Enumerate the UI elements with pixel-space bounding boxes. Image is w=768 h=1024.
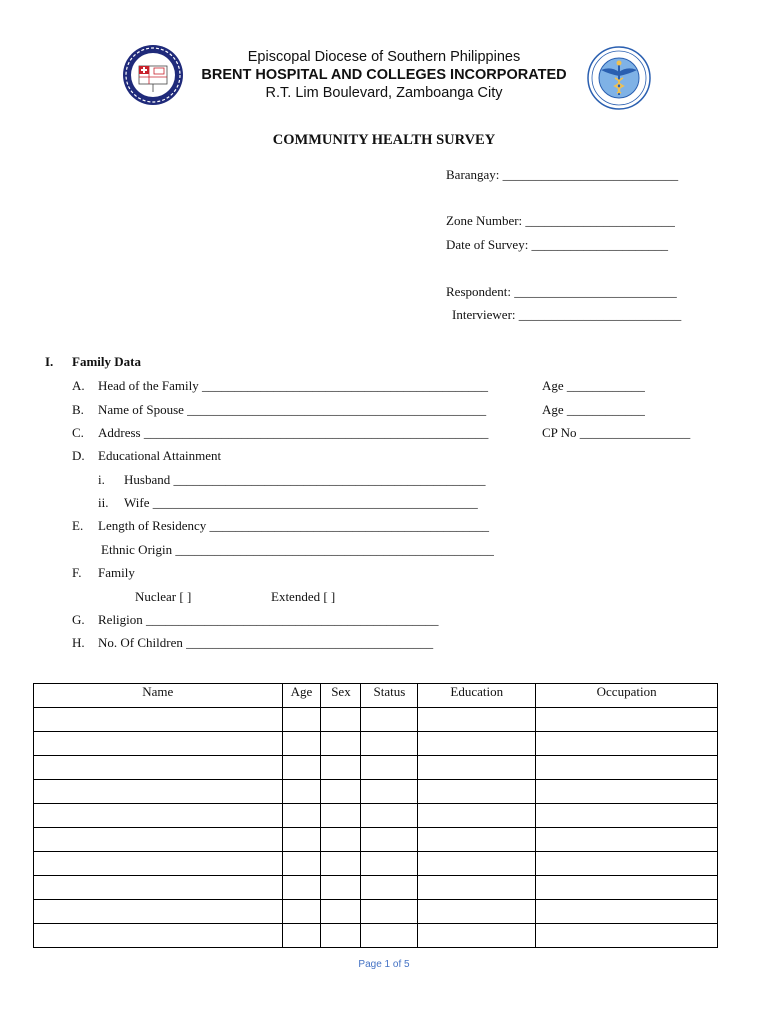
sub-item-number: i.	[98, 472, 105, 487]
diocese-name: Episcopal Diocese of Southern Philippines	[247, 49, 521, 65]
item-letter: F.	[72, 565, 82, 580]
cell-status[interactable]	[361, 924, 418, 948]
cell-age[interactable]	[282, 780, 321, 804]
cell-occupation[interactable]	[536, 732, 718, 756]
item-letter: C.	[72, 425, 84, 440]
cell-education[interactable]	[418, 732, 536, 756]
cell-education[interactable]	[418, 708, 536, 732]
cell-education[interactable]	[418, 780, 536, 804]
wife-education-field[interactable]: Wife __________________________________________________	[124, 495, 478, 510]
cp-number-field[interactable]: CP No _________________	[542, 425, 691, 440]
religion-field[interactable]: Religion _____________________________________________	[98, 612, 439, 627]
cell-name[interactable]	[34, 780, 283, 804]
cell-education[interactable]	[418, 828, 536, 852]
cell-name[interactable]	[34, 756, 283, 780]
cell-age[interactable]	[282, 732, 321, 756]
cell-name[interactable]	[34, 732, 283, 756]
section-heading: Family Data	[72, 354, 141, 369]
cell-sex[interactable]	[321, 876, 361, 900]
hospital-name: BRENT HOSPITAL AND COLLEGES INCORPORATED	[201, 67, 567, 83]
family-members-table	[33, 683, 718, 948]
cell-status[interactable]	[361, 852, 418, 876]
table-row	[34, 708, 718, 732]
institution-header	[0, 48, 768, 102]
number-of-children-field[interactable]: No. Of Children ______________________________________	[98, 635, 434, 650]
cell-education[interactable]	[418, 852, 536, 876]
hospital-address: R.T. Lim Boulevard, Zamboanga City	[265, 85, 503, 101]
cell-age[interactable]	[282, 900, 321, 924]
cell-education[interactable]	[418, 900, 536, 924]
cell-status[interactable]	[361, 900, 418, 924]
page-number: Page 1 of 5	[358, 959, 410, 970]
column-header-sex: Sex	[321, 684, 361, 708]
respondent-field[interactable]: Respondent: _________________________	[446, 284, 677, 299]
cell-occupation[interactable]	[536, 780, 718, 804]
cell-sex[interactable]	[321, 804, 361, 828]
cell-age[interactable]	[282, 876, 321, 900]
cell-sex[interactable]	[321, 732, 361, 756]
head-age-field[interactable]: Age ____________	[542, 378, 645, 393]
item-letter: B.	[72, 402, 84, 417]
column-header-name: Name	[34, 684, 283, 708]
cell-status[interactable]	[361, 780, 418, 804]
interviewer-field[interactable]: Interviewer: _________________________	[452, 307, 682, 322]
cell-education[interactable]	[418, 924, 536, 948]
cell-sex[interactable]	[321, 756, 361, 780]
head-of-family-field[interactable]: Head of the Family ____________________________________________	[98, 378, 488, 393]
extended-checkbox[interactable]: Extended [ ]	[271, 589, 336, 604]
cell-name[interactable]	[34, 924, 283, 948]
cell-sex[interactable]	[321, 900, 361, 924]
cell-occupation[interactable]	[536, 756, 718, 780]
cell-name[interactable]	[34, 852, 283, 876]
cell-sex[interactable]	[321, 828, 361, 852]
table-row	[34, 900, 718, 924]
cell-occupation[interactable]	[536, 876, 718, 900]
cell-status[interactable]	[361, 828, 418, 852]
address-field[interactable]: Address _____________________________________________________	[98, 425, 489, 440]
cell-sex[interactable]	[321, 852, 361, 876]
cell-occupation[interactable]	[536, 828, 718, 852]
length-of-residency-field[interactable]: Length of Residency ___________________________________________	[98, 518, 490, 533]
table-row	[34, 756, 718, 780]
item-letter: G.	[72, 612, 85, 627]
cell-occupation[interactable]	[536, 804, 718, 828]
cell-education[interactable]	[418, 756, 536, 780]
item-letter: A.	[72, 378, 85, 393]
cell-age[interactable]	[282, 708, 321, 732]
cell-name[interactable]	[34, 804, 283, 828]
cell-occupation[interactable]	[536, 708, 718, 732]
column-header-age: Age	[282, 684, 321, 708]
cell-education[interactable]	[418, 876, 536, 900]
cell-occupation[interactable]	[536, 924, 718, 948]
family-type-label: Family	[98, 565, 135, 580]
cell-status[interactable]	[361, 756, 418, 780]
cell-education[interactable]	[418, 804, 536, 828]
column-header-education: Education	[418, 684, 536, 708]
cell-name[interactable]	[34, 708, 283, 732]
table-row	[34, 828, 718, 852]
cell-name[interactable]	[34, 876, 283, 900]
spouse-name-field[interactable]: Name of Spouse ______________________________________________	[98, 402, 487, 417]
zone-number-field[interactable]: Zone Number: _______________________	[446, 213, 675, 228]
survey-title: COMMUNITY HEALTH SURVEY	[272, 132, 496, 148]
spouse-age-field[interactable]: Age ____________	[542, 402, 645, 417]
date-of-survey-field[interactable]: Date of Survey: _____________________	[446, 237, 669, 252]
cell-name[interactable]	[34, 900, 283, 924]
cell-status[interactable]	[361, 876, 418, 900]
cell-status[interactable]	[361, 732, 418, 756]
table-header-row	[34, 684, 718, 708]
cell-status[interactable]	[361, 708, 418, 732]
cell-sex[interactable]	[321, 780, 361, 804]
item-letter: D.	[72, 448, 85, 463]
cell-age[interactable]	[282, 828, 321, 852]
nuclear-checkbox[interactable]: Nuclear [ ]	[135, 589, 192, 604]
cell-status[interactable]	[361, 804, 418, 828]
table-row	[34, 780, 718, 804]
cell-sex[interactable]	[321, 708, 361, 732]
brent-seal-logo	[587, 46, 649, 108]
table-row	[34, 804, 718, 828]
cell-occupation[interactable]	[536, 852, 718, 876]
column-header-status: Status	[361, 684, 418, 708]
cell-age[interactable]	[282, 924, 321, 948]
cell-age[interactable]	[282, 804, 321, 828]
item-letter: H.	[72, 635, 85, 650]
barangay-field[interactable]: Barangay: ___________________________	[446, 167, 679, 182]
ethnic-origin-field[interactable]: Ethnic Origin _________________________________________________	[101, 542, 494, 557]
educational-attainment-label: Educational Attainment	[98, 448, 222, 463]
husband-education-field[interactable]: Husband ________________________________________________	[124, 472, 486, 487]
table-row	[34, 924, 718, 948]
table-body	[34, 708, 718, 948]
cell-occupation[interactable]	[536, 900, 718, 924]
sub-item-number: ii.	[98, 495, 109, 510]
table-row	[34, 852, 718, 876]
cell-age[interactable]	[282, 852, 321, 876]
table-row	[34, 876, 718, 900]
section-numeral: I.	[45, 354, 54, 369]
cell-sex[interactable]	[321, 924, 361, 948]
cell-age[interactable]	[282, 756, 321, 780]
table-row	[34, 732, 718, 756]
cell-name[interactable]	[34, 828, 283, 852]
item-letter: E.	[72, 518, 84, 533]
column-header-occupation: Occupation	[536, 684, 718, 708]
